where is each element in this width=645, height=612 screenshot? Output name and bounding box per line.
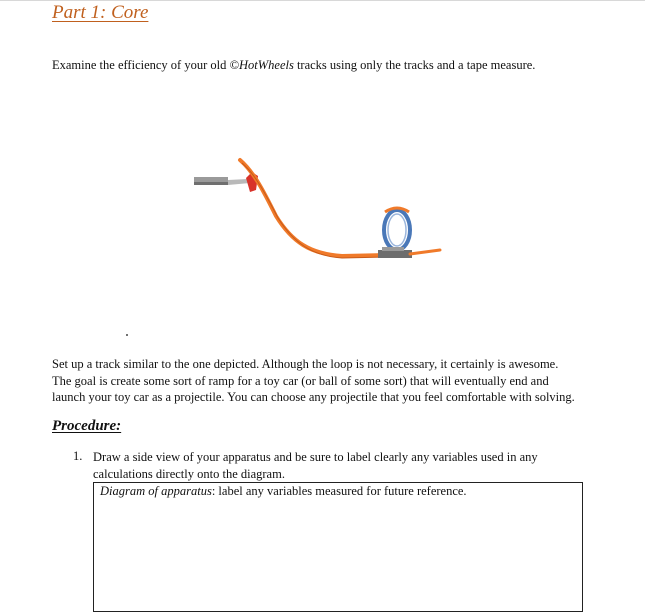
diagram-box[interactable] — [93, 482, 583, 612]
procedure-heading: Procedure: — [52, 418, 122, 434]
step-text — [93, 449, 538, 482]
diagram-caption-rest: : label any variables measured for future reference. — [211, 484, 467, 498]
setup-line-1: Set up a track similar to the one depicted. Although the loop is not necessary, it certainly is awesome. — [52, 357, 559, 371]
loop-base — [378, 250, 412, 258]
stray-dot — [126, 334, 128, 336]
loop-track-inner — [388, 214, 406, 246]
intro-text-after: tracks using only the tracks and a tape measure. — [293, 58, 536, 72]
page-top-border — [0, 0, 645, 1]
intro-brand: ©HotWheels — [229, 58, 294, 72]
orange-ramp-track — [240, 160, 387, 256]
intro-sentence — [52, 58, 535, 73]
step-line-1: Draw a side view of your apparatus and be sure to label clearly any variables used in any — [93, 450, 538, 464]
setup-line-2: The goal is create some sort of ramp for a toy car (or ball of some sort) that will eventually end and — [52, 373, 549, 388]
loop-base-light — [382, 247, 404, 251]
exit-track — [410, 250, 440, 254]
step-line-2: calculations directly onto the diagram. — [93, 466, 285, 481]
step-number: 1. — [73, 449, 83, 463]
diagram-caption-label: Diagram of apparatus — [100, 484, 212, 498]
orange-ramp-edge — [242, 163, 387, 258]
setup-paragraph — [52, 356, 575, 406]
setup-line-3: launch your toy car as a projectile. You can choose any projectile that you feel comfortable with solving. — [52, 390, 575, 404]
diagram-caption — [100, 484, 467, 499]
part-title: Part 1: Core — [52, 2, 149, 23]
launcher-clamp-shade — [194, 182, 228, 185]
hotwheels-track-illustration — [192, 150, 454, 272]
intro-text-before: Examine the efficiency of your old — [52, 58, 230, 72]
